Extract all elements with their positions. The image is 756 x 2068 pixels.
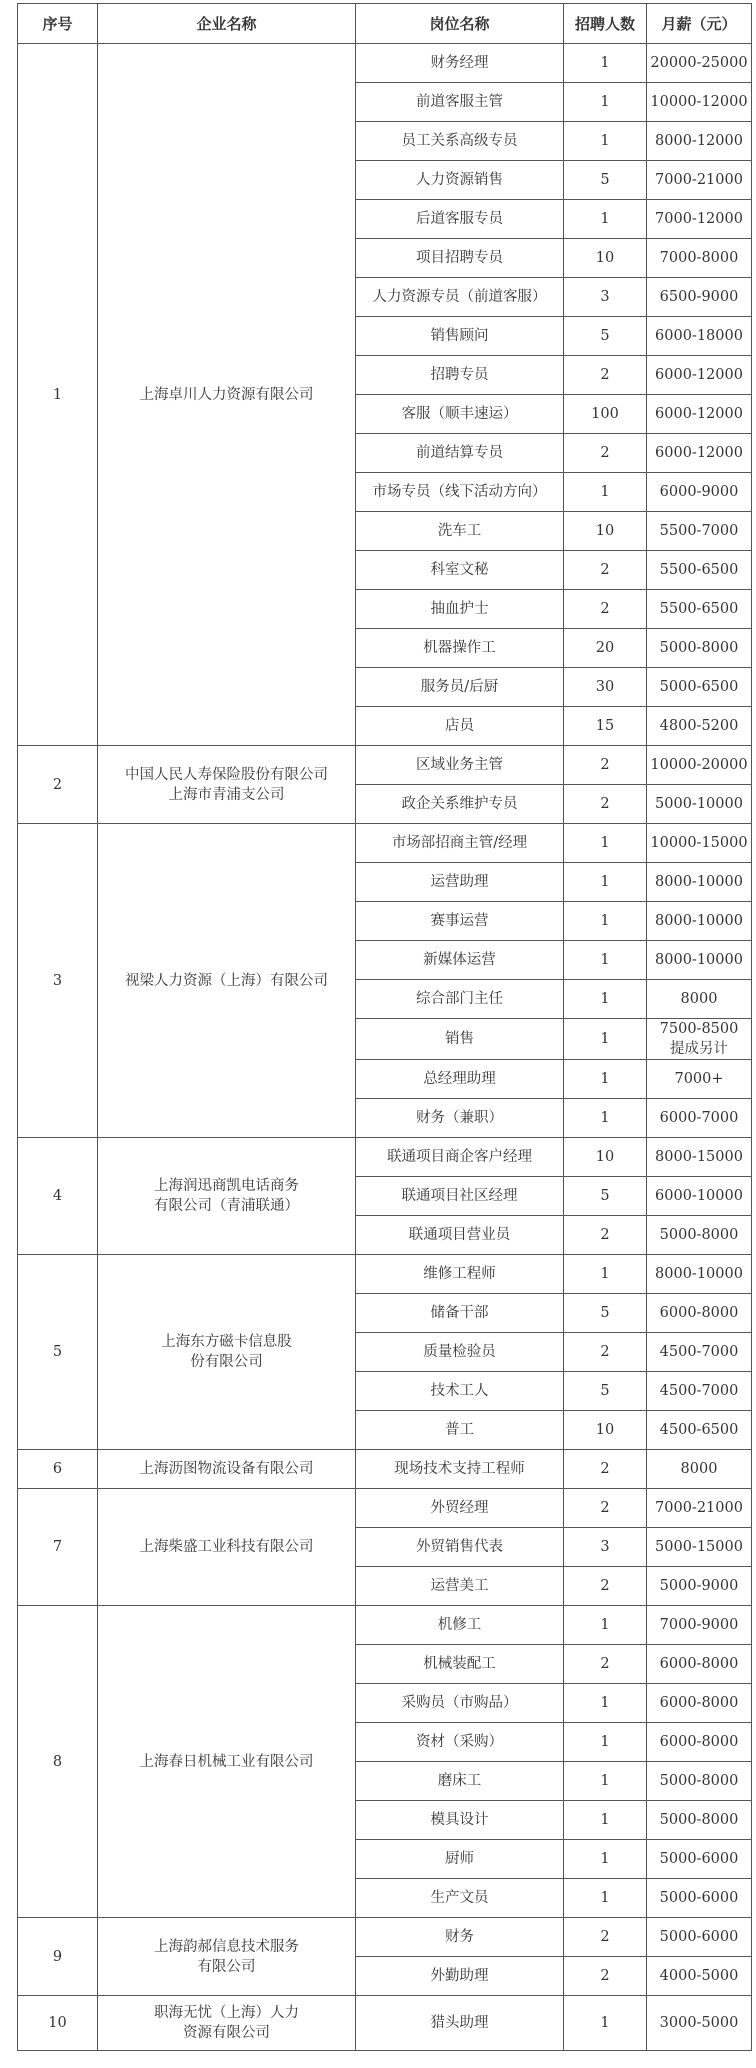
job-count: 1 bbox=[564, 1606, 647, 1645]
company-no: 1 bbox=[18, 44, 98, 746]
job-count: 1 bbox=[564, 473, 647, 512]
job-position: 机器操作工 bbox=[356, 629, 564, 668]
job-count: 3 bbox=[564, 278, 647, 317]
job-position: 现场技术支持工程师 bbox=[356, 1450, 564, 1489]
company-no: 6 bbox=[18, 1450, 98, 1489]
job-count: 2 bbox=[564, 434, 647, 473]
job-position: 联通项目社区经理 bbox=[356, 1177, 564, 1216]
table-row bbox=[18, 1138, 752, 1177]
job-salary: 10000-20000 bbox=[647, 746, 752, 785]
job-position: 洗车工 bbox=[356, 512, 564, 551]
job-position: 外贸经理 bbox=[356, 1489, 564, 1528]
job-salary: 3000-5000 bbox=[647, 1996, 752, 2051]
job-count: 1 bbox=[564, 1996, 647, 2051]
job-salary: 10000-12000 bbox=[647, 83, 752, 122]
job-salary: 5000-6000 bbox=[647, 1879, 752, 1918]
job-count: 1 bbox=[564, 980, 647, 1019]
job-count: 1 bbox=[564, 863, 647, 902]
job-salary: 5000-8000 bbox=[647, 1801, 752, 1840]
job-count: 2 bbox=[564, 1918, 647, 1957]
job-position: 联通项目营业员 bbox=[356, 1216, 564, 1255]
header-row bbox=[18, 4, 752, 44]
job-position: 服务员/后厨 bbox=[356, 668, 564, 707]
job-salary: 8000-10000 bbox=[647, 941, 752, 980]
job-count: 5 bbox=[564, 161, 647, 200]
job-count: 10 bbox=[564, 512, 647, 551]
job-salary: 20000-25000 bbox=[647, 44, 752, 83]
job-position: 财务（兼职） bbox=[356, 1099, 564, 1138]
job-position: 采购员（市购品） bbox=[356, 1684, 564, 1723]
job-position: 政企关系维护专员 bbox=[356, 785, 564, 824]
company-no: 8 bbox=[18, 1606, 98, 1918]
job-salary: 6000-12000 bbox=[647, 434, 752, 473]
table-row bbox=[18, 1996, 752, 2051]
job-count: 2 bbox=[564, 1450, 647, 1489]
job-salary: 6000-9000 bbox=[647, 473, 752, 512]
job-salary: 8000-10000 bbox=[647, 863, 752, 902]
company-no: 3 bbox=[18, 824, 98, 1138]
job-salary: 8000-12000 bbox=[647, 122, 752, 161]
job-count: 5 bbox=[564, 1372, 647, 1411]
job-count: 2 bbox=[564, 785, 647, 824]
header-position: 岗位名称 bbox=[356, 4, 564, 44]
job-position: 科室文秘 bbox=[356, 551, 564, 590]
job-position: 机修工 bbox=[356, 1606, 564, 1645]
company-name: 职海无忧（上海）人力 资源有限公司 bbox=[98, 1996, 356, 2051]
header-no: 序号 bbox=[18, 4, 98, 44]
company-name: 上海卓川人力资源有限公司 bbox=[98, 44, 356, 746]
job-count: 1 bbox=[564, 1684, 647, 1723]
job-position: 后道客服专员 bbox=[356, 200, 564, 239]
job-count: 10 bbox=[564, 1138, 647, 1177]
job-salary: 8000 bbox=[647, 1450, 752, 1489]
job-position: 总经理助理 bbox=[356, 1060, 564, 1099]
job-salary: 6000-10000 bbox=[647, 1177, 752, 1216]
job-count: 1 bbox=[564, 1060, 647, 1099]
job-salary: 8000 bbox=[647, 980, 752, 1019]
job-salary: 5000-10000 bbox=[647, 785, 752, 824]
job-position: 生产文员 bbox=[356, 1879, 564, 1918]
job-position: 招聘专员 bbox=[356, 356, 564, 395]
job-count: 10 bbox=[564, 239, 647, 278]
job-count: 5 bbox=[564, 1177, 647, 1216]
job-count: 5 bbox=[564, 1294, 647, 1333]
job-count: 2 bbox=[564, 1645, 647, 1684]
company-no: 4 bbox=[18, 1138, 98, 1255]
job-salary: 5000-6000 bbox=[647, 1840, 752, 1879]
job-count: 1 bbox=[564, 1762, 647, 1801]
company-no: 10 bbox=[18, 1996, 98, 2051]
job-salary: 7000-9000 bbox=[647, 1606, 752, 1645]
job-salary: 7000-21000 bbox=[647, 161, 752, 200]
job-count: 2 bbox=[564, 1216, 647, 1255]
table-row bbox=[18, 1450, 752, 1489]
job-salary: 5000-8000 bbox=[647, 1216, 752, 1255]
company-name: 视梁人力资源（上海）有限公司 bbox=[98, 824, 356, 1138]
job-count: 1 bbox=[564, 1840, 647, 1879]
job-position: 外贸销售代表 bbox=[356, 1528, 564, 1567]
header-count: 招聘人数 bbox=[564, 4, 647, 44]
table-row bbox=[18, 1918, 752, 1957]
job-salary: 7500-8500 提成另计 bbox=[647, 1019, 752, 1060]
job-count: 2 bbox=[564, 1567, 647, 1606]
job-salary: 5500-6500 bbox=[647, 590, 752, 629]
job-count: 1 bbox=[564, 1801, 647, 1840]
job-salary: 6000-7000 bbox=[647, 1099, 752, 1138]
company-name: 上海沥图物流设备有限公司 bbox=[98, 1450, 356, 1489]
job-count: 20 bbox=[564, 629, 647, 668]
job-position: 外勤助理 bbox=[356, 1957, 564, 1996]
job-salary: 4500-7000 bbox=[647, 1372, 752, 1411]
job-salary: 4500-7000 bbox=[647, 1333, 752, 1372]
job-count: 15 bbox=[564, 707, 647, 746]
table-row bbox=[18, 44, 752, 83]
job-salary: 5000-6500 bbox=[647, 668, 752, 707]
job-position: 销售顾问 bbox=[356, 317, 564, 356]
job-salary: 10000-15000 bbox=[647, 824, 752, 863]
job-salary: 5000-8000 bbox=[647, 629, 752, 668]
job-salary: 7000-12000 bbox=[647, 200, 752, 239]
job-position: 人力资源销售 bbox=[356, 161, 564, 200]
job-position: 厨师 bbox=[356, 1840, 564, 1879]
job-salary: 5000-15000 bbox=[647, 1528, 752, 1567]
job-salary: 7000-21000 bbox=[647, 1489, 752, 1528]
job-position: 项目招聘专员 bbox=[356, 239, 564, 278]
job-position: 模具设计 bbox=[356, 1801, 564, 1840]
job-salary: 7000+ bbox=[647, 1060, 752, 1099]
job-count: 1 bbox=[564, 1879, 647, 1918]
company-name: 中国人民人寿保险股份有限公司 上海市青浦支公司 bbox=[98, 746, 356, 824]
job-position: 技术工人 bbox=[356, 1372, 564, 1411]
company-name: 上海东方磁卡信息股 份有限公司 bbox=[98, 1255, 356, 1450]
job-salary: 6000-8000 bbox=[647, 1723, 752, 1762]
job-salary: 6000-8000 bbox=[647, 1294, 752, 1333]
job-position: 前道客服主管 bbox=[356, 83, 564, 122]
job-count: 1 bbox=[564, 122, 647, 161]
job-position: 店员 bbox=[356, 707, 564, 746]
job-position: 员工关系高级专员 bbox=[356, 122, 564, 161]
company-no: 5 bbox=[18, 1255, 98, 1450]
job-count: 1 bbox=[564, 1723, 647, 1762]
company-name: 上海春日机械工业有限公司 bbox=[98, 1606, 356, 1918]
job-salary: 6000-12000 bbox=[647, 395, 752, 434]
job-position: 人力资源专员（前道客服） bbox=[356, 278, 564, 317]
job-position: 磨床工 bbox=[356, 1762, 564, 1801]
job-salary: 5000-9000 bbox=[647, 1567, 752, 1606]
job-count: 1 bbox=[564, 824, 647, 863]
job-position: 联通项目商企客户经理 bbox=[356, 1138, 564, 1177]
table-row bbox=[18, 746, 752, 785]
table-row bbox=[18, 1255, 752, 1294]
job-count: 1 bbox=[564, 1099, 647, 1138]
job-salary: 6000-18000 bbox=[647, 317, 752, 356]
job-position: 财务 bbox=[356, 1918, 564, 1957]
company-name: 上海润迅商凯电话商务 有限公司（青浦联通） bbox=[98, 1138, 356, 1255]
company-no: 9 bbox=[18, 1918, 98, 1996]
job-position: 抽血护士 bbox=[356, 590, 564, 629]
job-listing-table bbox=[17, 3, 752, 2051]
job-salary: 6000-12000 bbox=[647, 356, 752, 395]
job-salary: 6000-8000 bbox=[647, 1645, 752, 1684]
job-position: 前道结算专员 bbox=[356, 434, 564, 473]
job-position: 质量检验员 bbox=[356, 1333, 564, 1372]
job-count: 3 bbox=[564, 1528, 647, 1567]
header-company: 企业名称 bbox=[98, 4, 356, 44]
job-salary: 6000-8000 bbox=[647, 1684, 752, 1723]
job-salary: 8000-10000 bbox=[647, 1255, 752, 1294]
table-row bbox=[18, 824, 752, 863]
job-count: 1 bbox=[564, 1255, 647, 1294]
job-salary: 6500-9000 bbox=[647, 278, 752, 317]
job-count: 5 bbox=[564, 317, 647, 356]
job-salary: 7000-8000 bbox=[647, 239, 752, 278]
job-count: 1 bbox=[564, 1019, 647, 1060]
company-name: 上海柴盛工业科技有限公司 bbox=[98, 1489, 356, 1606]
company-name: 上海韵郝信息技术服务 有限公司 bbox=[98, 1918, 356, 1996]
job-count: 1 bbox=[564, 941, 647, 980]
job-count: 2 bbox=[564, 1489, 647, 1528]
job-position: 市场专员（线下活动方向） bbox=[356, 473, 564, 512]
job-count: 1 bbox=[564, 44, 647, 83]
job-position: 猎头助理 bbox=[356, 1996, 564, 2051]
job-salary: 8000-15000 bbox=[647, 1138, 752, 1177]
job-position: 客服（顺丰速运） bbox=[356, 395, 564, 434]
job-position: 新媒体运营 bbox=[356, 941, 564, 980]
job-position: 财务经理 bbox=[356, 44, 564, 83]
job-count: 30 bbox=[564, 668, 647, 707]
job-position: 维修工程师 bbox=[356, 1255, 564, 1294]
job-position: 区域业务主管 bbox=[356, 746, 564, 785]
job-count: 2 bbox=[564, 356, 647, 395]
job-position: 机械装配工 bbox=[356, 1645, 564, 1684]
job-count: 1 bbox=[564, 902, 647, 941]
job-count: 1 bbox=[564, 200, 647, 239]
job-salary: 5500-6500 bbox=[647, 551, 752, 590]
job-position: 资材（采购） bbox=[356, 1723, 564, 1762]
table-body bbox=[18, 44, 752, 2051]
job-count: 2 bbox=[564, 590, 647, 629]
job-position: 市场部招商主管/经理 bbox=[356, 824, 564, 863]
company-no: 7 bbox=[18, 1489, 98, 1606]
job-position: 普工 bbox=[356, 1411, 564, 1450]
job-salary: 5000-6000 bbox=[647, 1918, 752, 1957]
job-count: 2 bbox=[564, 551, 647, 590]
job-count: 100 bbox=[564, 395, 647, 434]
table-row bbox=[18, 1606, 752, 1645]
job-salary: 8000-10000 bbox=[647, 902, 752, 941]
job-position: 综合部门主任 bbox=[356, 980, 564, 1019]
job-salary: 5000-8000 bbox=[647, 1762, 752, 1801]
job-position: 运营助理 bbox=[356, 863, 564, 902]
job-position: 运营美工 bbox=[356, 1567, 564, 1606]
company-no: 2 bbox=[18, 746, 98, 824]
header-salary: 月薪（元） bbox=[647, 4, 752, 44]
job-position: 储备干部 bbox=[356, 1294, 564, 1333]
job-salary: 5500-7000 bbox=[647, 512, 752, 551]
job-position: 销售 bbox=[356, 1019, 564, 1060]
job-count: 2 bbox=[564, 1333, 647, 1372]
job-salary: 4500-6500 bbox=[647, 1411, 752, 1450]
job-count: 2 bbox=[564, 746, 647, 785]
table-row bbox=[18, 1489, 752, 1528]
job-salary: 4800-5200 bbox=[647, 707, 752, 746]
job-salary: 4000-5000 bbox=[647, 1957, 752, 1996]
job-count: 1 bbox=[564, 83, 647, 122]
job-count: 10 bbox=[564, 1411, 647, 1450]
job-count: 2 bbox=[564, 1957, 647, 1996]
job-position: 赛事运营 bbox=[356, 902, 564, 941]
